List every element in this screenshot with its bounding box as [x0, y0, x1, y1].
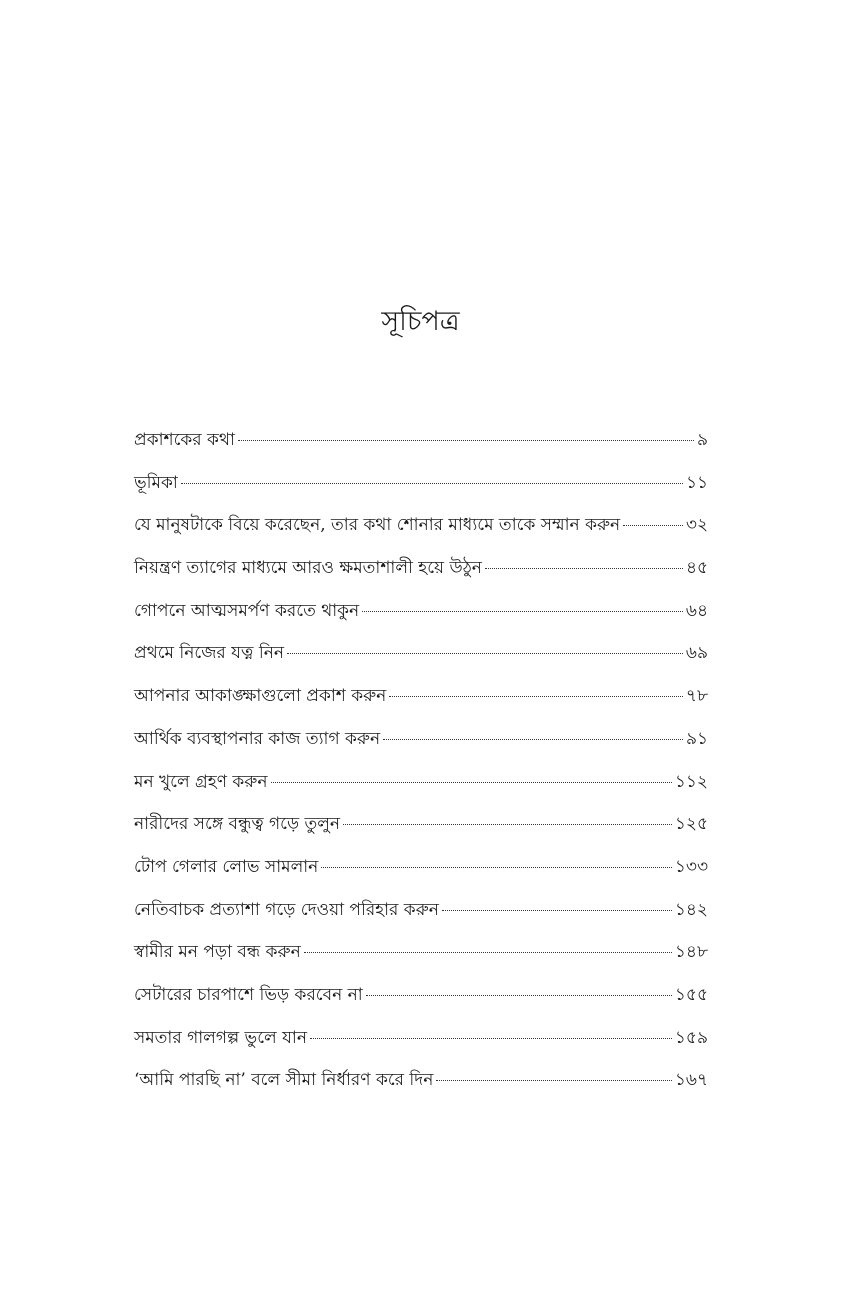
toc-entry-title: ভূমিকা	[134, 472, 178, 493]
toc-entry	[134, 803, 708, 846]
toc-entry	[134, 504, 708, 547]
toc-entry-page: ১৫৯	[674, 1027, 708, 1048]
toc-entry	[134, 419, 708, 462]
toc-entry-title: নারীদের সঙ্গে বন্ধুত্ব গড়ে তুলুন	[134, 814, 341, 835]
toc-entry-page: ৯১	[685, 728, 708, 749]
toc-entry	[134, 632, 708, 675]
dot-leader	[383, 739, 683, 740]
toc-entry-page: ৯	[696, 430, 708, 450]
toc-entry-title: নিয়ন্ত্রণ ত্যাগের মাধ্যমে আরও ক্ষমতাশালী হয়ে উঠুন	[134, 558, 482, 579]
dot-leader	[287, 653, 683, 654]
page-title: সূচিপত্র	[381, 306, 460, 337]
toc-entry	[134, 1017, 708, 1060]
dot-leader	[366, 995, 672, 996]
dot-leader	[389, 696, 683, 697]
toc-entry-page: ৩২	[685, 515, 708, 536]
toc-entry	[134, 761, 708, 804]
toc-entry-page: ১৪২	[674, 899, 708, 920]
toc-entry	[134, 547, 708, 590]
toc-entry-page: ১৪৮	[674, 942, 708, 963]
toc-entry-title: আপনার আকাঙ্ক্ষাগুলো প্রকাশ করুন	[134, 686, 387, 707]
dot-leader	[623, 525, 683, 526]
table-of-contents	[134, 419, 708, 1102]
toc-entry	[134, 931, 708, 974]
toc-entry-title: প্রকাশকের কথা	[134, 430, 235, 450]
dot-leader	[321, 867, 672, 868]
dot-leader	[238, 440, 694, 441]
toc-entry-title: স্বামীর মন পড়া বন্ধ করুন	[134, 942, 301, 963]
toc-entry	[134, 889, 708, 932]
toc-entry	[134, 590, 708, 633]
dot-leader	[271, 782, 672, 783]
dot-leader	[485, 568, 683, 569]
toc-entry-title: মন খুলে গ্রহণ করুন	[134, 771, 268, 792]
toc-entry-page: ১২৫	[674, 814, 708, 835]
toc-entry-title: টোপ গেলার লোভ সামলান	[134, 856, 319, 877]
toc-entry-title: প্রথমে নিজের যত্ন নিন	[134, 643, 285, 664]
toc-entry-title: সমতার গালগল্প ভুলে যান	[134, 1027, 307, 1048]
toc-entry	[134, 846, 708, 889]
dot-leader	[181, 483, 683, 484]
toc-entry-title: নেতিবাচক প্রত্যাশা গড়ে দেওয়া পরিহার করুন	[134, 899, 439, 920]
toc-entry-page: ১৬৭	[674, 1070, 708, 1091]
toc-entry-title: যে মানুষটাকে বিয়ে করেছেন, তার কথা শোনার মাধ্যমে তাকে সম্মান করুন	[134, 515, 621, 536]
toc-entry-title: গোপনে আত্মসমর্পণ করতে থাকুন	[134, 600, 360, 621]
toc-entry	[134, 1059, 708, 1102]
dot-leader	[310, 1038, 672, 1039]
dot-leader	[362, 611, 683, 612]
toc-entry-page: ৬৯	[685, 643, 708, 664]
dot-leader	[343, 824, 672, 825]
toc-entry-page: ১১	[685, 472, 708, 493]
dot-leader	[442, 910, 672, 911]
toc-entry-page: ৬৪	[685, 600, 708, 621]
toc-entry-page: ৪৫	[685, 558, 708, 579]
toc-entry-title: আর্থিক ব্যবস্থাপনার কাজ ত্যাগ করুন	[134, 728, 381, 749]
toc-entry	[134, 675, 708, 718]
toc-entry	[134, 974, 708, 1017]
toc-entry-page: ৭৮	[685, 686, 708, 707]
toc-entry	[134, 718, 708, 761]
toc-entry-page: ১৫৫	[674, 984, 708, 1005]
toc-entry-page: ১৩৩	[674, 856, 708, 877]
toc-entry-title: সেটারের চারপাশে ভিড় করবেন না	[134, 984, 363, 1005]
dot-leader	[304, 952, 672, 953]
toc-entry	[134, 462, 708, 505]
toc-entry-title: ‘আমি পারছি না’ বলে সীমা নির্ধারণ করে দিন	[134, 1070, 434, 1091]
toc-entry-page: ১১২	[674, 771, 708, 792]
dot-leader	[436, 1080, 671, 1081]
